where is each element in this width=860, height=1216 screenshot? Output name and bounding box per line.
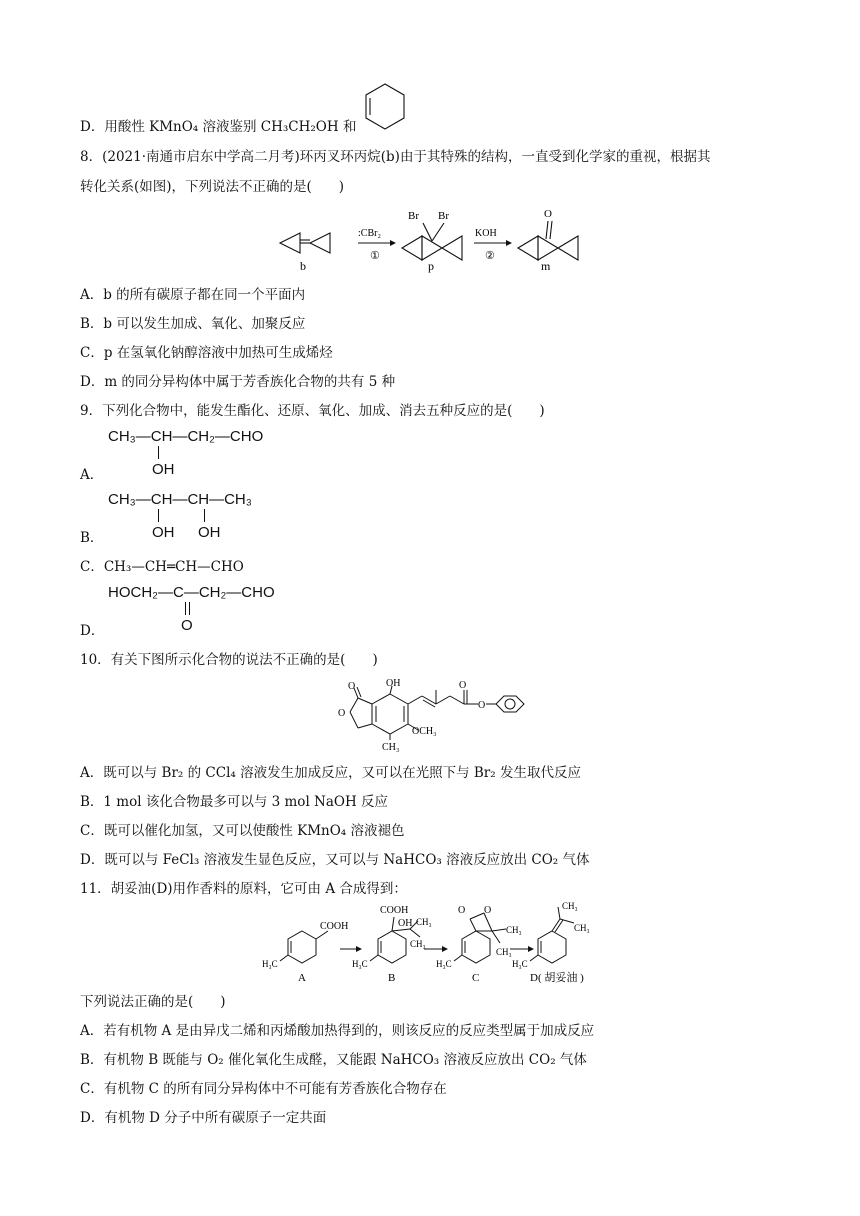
q11-c-h3c: H₃C	[436, 959, 452, 969]
q11-c-o1: O	[458, 905, 466, 916]
q10-option-a: A．既可以与 Br₂ 的 CCl₄ 溶液发生加成反应，又可以在光照下与 Br₂ 发生取代反应	[80, 765, 581, 781]
step-1: ①	[370, 250, 380, 262]
q11-reaction-scheme	[262, 901, 602, 985]
q10-option-d: D．既可以与 FeCl₃ 溶液发生显色反应，又可以与 NaHCO₃ 溶液反应放出 CO₂ 气体	[80, 852, 590, 868]
q9-a-formula: CH₃—CH—CH₂—CHO	[108, 428, 264, 445]
q10-oh: OH	[386, 678, 401, 689]
label-m: m	[541, 259, 551, 273]
q11-option-c: C．有机物 C 的所有同分异构体中不可能有芳香族化合物存在	[80, 1081, 447, 1097]
q9-d-bond-2	[189, 602, 190, 615]
step-2: ②	[485, 250, 495, 262]
q9-a-label: A．	[80, 467, 104, 483]
q11-d-h3c: H₃C	[512, 959, 528, 969]
q10-option-b: B．1 mol 该化合物最多可以与 3 mol NaOH 反应	[80, 794, 389, 810]
q11-a-h3c: H₃C	[262, 959, 278, 969]
m-oxygen: O	[544, 208, 552, 220]
q11-label-d: D( 胡妥油 )	[530, 972, 584, 984]
cyclohexene-structure	[362, 80, 408, 136]
q11-a-cooh: COOH	[320, 921, 349, 932]
q11-option-b: B．有机物 B 既能与 O₂ 催化氧化生成醛，又能跟 NaHCO₃ 溶液反应放出 CO₂ 气体	[80, 1052, 587, 1068]
q11-b-h3c: H₃C	[352, 959, 368, 969]
q11-d-ch3-2: CH₃	[574, 923, 590, 933]
q9-b-bond-2	[204, 509, 205, 522]
q11-c-ch3-2: CH₃	[496, 947, 512, 957]
q10-structure	[330, 676, 530, 754]
q10-stem: 10．有关下图所示化合物的说法不正确的是( )	[80, 652, 378, 668]
q9-b-formula: CH₃—CH—CH—CH₃	[108, 491, 252, 508]
q9-d-label: D．	[80, 623, 105, 639]
q10-o-ester: O	[459, 680, 467, 691]
q8-option-c: C．p 在氢氧化钠醇溶液中加热可生成烯烃	[80, 345, 333, 361]
q9-b-oh-1: OH	[152, 524, 175, 541]
q8-reaction-scheme	[278, 203, 588, 275]
prev-option-d: D．用酸性 KMnO₄ 溶液鉴别 CH₃CH₂OH 和	[80, 119, 357, 135]
q11-b-ch3-1: CH₃	[416, 917, 432, 927]
q11-option-d: D．有机物 D 分子中所有碳原子一定共面	[80, 1110, 327, 1126]
q9-d-formula: HOCH₂—C—CH₂—CHO	[108, 584, 275, 601]
label-p: p	[428, 259, 434, 273]
q9-d-o: O	[181, 617, 193, 634]
q9-a-oh: OH	[152, 461, 175, 478]
q11-b-oh: OH	[398, 918, 413, 929]
q10-o-ring: O	[338, 708, 346, 719]
q8-stem-line1: 8．(2021·南通市启东中学高二月考)环丙叉环丙烷(b)由于其特殊的结构，一直受到化学家的重视，根据其	[80, 149, 711, 165]
q11-label-a: A	[298, 972, 306, 984]
q11-stem2: 下列说法正确的是( )	[80, 994, 226, 1010]
q10-option-c: C．既可以催化加氢，又可以使酸性 KMnO₄ 溶液褪色	[80, 823, 405, 839]
q9-stem: 9．下列化合物中，能发生酯化、还原、氧化、加成、消去五种反应的是( )	[80, 403, 545, 419]
p-br-2: Br	[438, 210, 449, 222]
q8-stem-line2: 转化关系(如图)，下列说法不正确的是( )	[80, 179, 345, 195]
q11-b-ch3-2: CH₃	[410, 939, 426, 949]
q11-c-ch3-1: CH₃	[506, 925, 522, 935]
q10-ch3: CH₃	[382, 742, 400, 753]
q9-b-bond-1	[158, 509, 159, 522]
q8-option-b: B．b 可以发生加成、氧化、加聚反应	[80, 316, 306, 332]
p-br-1: Br	[408, 210, 419, 222]
q10-o-link: O	[478, 700, 486, 711]
q10-o-carbonyl: O	[348, 681, 356, 692]
q11-option-a: A．若有机物 A 是由异戊二烯和丙烯酸加热得到的，则该反应的反应类型属于加成反应	[80, 1023, 595, 1039]
q10-och3: OCH₃	[412, 726, 437, 737]
q9-option-c: C．CH₃—CH═CH—CHO	[80, 559, 244, 575]
q9-b-label: B．	[80, 530, 104, 546]
q11-d-ch3-1: CH₃	[562, 901, 578, 911]
q8-option-d: D．m 的同分异构体中属于芳香族化合物的共有 5 种	[80, 374, 396, 390]
q11-stem: 11．胡妥油(D)用作香料的原料，它可由 A 合成得到：	[80, 881, 407, 897]
q11-label-b: B	[388, 972, 396, 984]
q11-label-c: C	[472, 972, 480, 984]
q9-b-oh-2: OH	[198, 524, 221, 541]
label-b: b	[300, 259, 306, 273]
reagent-2: KOH	[475, 228, 497, 239]
q11-c-o2: O	[484, 905, 492, 916]
q11-b-cooh: COOH	[380, 905, 409, 916]
q8-option-a: A．b 的所有碳原子都在同一个平面内	[80, 287, 306, 303]
q9-a-bond	[158, 446, 159, 459]
q9-d-bond-1	[185, 602, 186, 615]
reagent-1: :CBr₂	[358, 228, 381, 239]
